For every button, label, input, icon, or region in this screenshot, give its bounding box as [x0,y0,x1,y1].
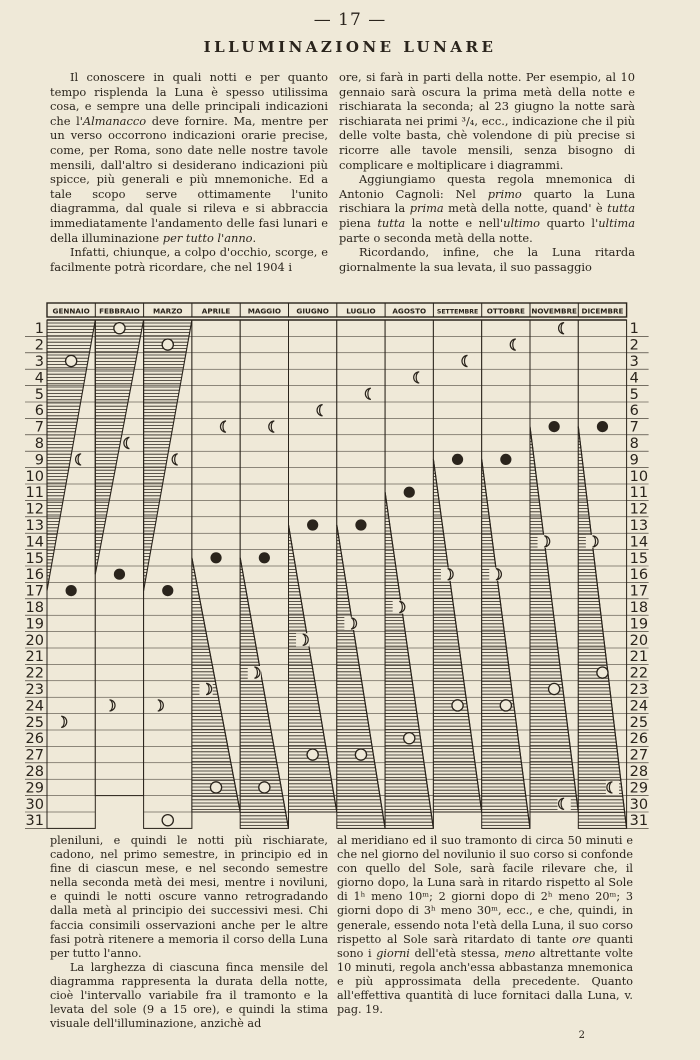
month-column-febbraio [95,320,143,796]
day-label-left: 13 [25,518,44,534]
page-number: — 17 — [313,10,387,30]
month-label-dicembre: DICEMBRE [581,306,624,316]
intro-text-right [339,70,635,274]
emphasis: primo [487,186,522,201]
day-label-left: 28 [25,764,44,780]
quarter-moon-bg [489,568,502,581]
text-run: pleniluni, e quindi le notti più rischiarate, cadono, nel primo semestre, in principio ed in fine di ciascun mese, e nel secondo semestre nella seconda metà dei mesi, mentre i noviluni, e quindi le notti oscure vanno retrogradando dalla metà al principio dei successivi mesi. Chi faccia consimili osservazioni anche per le altre fasi potrà ritenere a memoria il corso della Luna per tutto l'anno. [50,834,328,960]
quarter-moon-bg [248,666,261,679]
day-label-right: 17 [629,583,649,600]
quarter-moon-bg [219,420,232,433]
day-label-left: 14 [25,534,44,551]
emphasis: Almanacco [82,113,147,128]
day-label-left: 31 [25,813,44,830]
day-label-left: 2 [34,337,44,354]
text-run: piena [339,215,378,230]
day-label-left: 30 [25,796,44,813]
day-label-left: 18 [25,600,44,616]
quarter-moon-bg [268,420,281,433]
month-column-dicembre [578,320,626,828]
day-label-left: 27 [25,747,44,764]
emphasis: ultimo [503,215,541,230]
day-label-left: 21 [25,649,44,666]
intro-right-paragraph [339,172,635,245]
text-run: al meridiano ed il suo tramonto di circa 50 minuti e che nel giorno del novilunio il suo corso si confonde con quello del Sole, sarà facile rilevare che, il giorno dopo, la Luna sarà in ritardo rispetto al Sole di 1ʰ meno 10ᵐ; 2 giorni dopo di 2ʰ meno 20ᵐ; 3 giorni dopo di 3ʰ meno 30ᵐ, ecc., e che, quindi, in generale, essendo nota l'età della Luna, il suo corso rispetto al Sole sarà ritardato di tante [337,834,633,946]
body-left-paragraph [50,834,328,961]
emphasis: per tutto l'anno [162,230,253,245]
month-column-ottobre [482,320,530,828]
quarter-moon-bg [296,633,309,646]
text-run: La larghezza di ciascuna finca mensile del diagramma rappresenta la durata della notte, cioè l'intervallo variabile fra il tramonto e la levata del sole (9 a 15 ore), e quindi la stima visuale dell'illuminazione, anzichè ad [50,960,328,1031]
quarter-moon-bg [393,600,406,613]
month-column-gennaio [47,320,95,828]
day-label-right: 24 [629,698,649,715]
text-run: quarto l' [540,215,599,230]
month-label-febbraio: FEBBRAIO [99,306,140,316]
quarter-moon-bg [75,453,88,466]
day-label-right: 3 [629,354,639,370]
emphasis: tutta [607,201,636,216]
emphasis: meno [504,946,536,960]
day-label-left: 12 [25,501,44,518]
day-label-right: 4 [629,370,639,387]
month-column-aprile [192,320,240,812]
full-moon-icon [114,323,125,334]
day-label-left: 20 [25,632,44,649]
quarter-moon-bg [151,699,164,712]
full-moon-icon [66,355,77,366]
day-label-left: 24 [25,698,44,715]
emphasis: prima [409,201,444,216]
day-label-left: 4 [34,370,44,387]
text-run: metà della notte, quand' è [443,201,608,216]
quarter-moon-bg [344,617,357,630]
day-label-left: 16 [25,567,44,584]
page-title: ILLUMINAZIONE LUNARE [203,38,497,56]
body-text-right [337,834,633,1017]
text-run: la notte e nell' [405,215,504,230]
day-label-right: 15 [629,550,649,567]
month-label-agosto: AGOSTO [392,306,427,316]
month-column-bg [95,320,143,796]
text-run: Ricordando, infine, che la Luna ritarda giornalmente la sua levata, il suo passaggio [339,245,635,274]
month-label-luglio: LUGLIO [346,306,376,316]
day-label-right: 16 [629,567,649,584]
day-label-left: 15 [25,550,44,567]
quarter-moon-bg [199,682,212,695]
full-moon-icon [500,700,511,711]
month-column-agosto [385,320,433,828]
day-label-right: 21 [629,649,649,666]
month-label-ottobre: OTTOBRE [486,306,525,316]
full-moon-icon [549,683,560,694]
quarter-moon-bg [461,354,474,367]
day-label-left: 1 [34,321,44,338]
day-label-right: 8 [629,436,639,452]
new-moon-icon [452,454,463,465]
full-moon-icon [452,700,463,711]
intro-left-paragraph [50,70,328,245]
day-label-right: 13 [629,518,649,534]
text-run: ore, si farà in parti della notte. Per esempio, al 10 gennaio sarà oscura la prima metà della notte e rischiarata la seconda; al 23 giugno la notte sarà rischiarata nei primi ³/₄, ecc., indicazione che il più delle volte basta, chè volendone di più precise si ricorre alle tavole mensili, senza bisogno di complicare e moltiplicare i diagrammi. [339,70,635,172]
day-label-right: 31 [629,813,649,830]
footer-mark: 2 [578,1030,585,1041]
day-label-left: 11 [25,485,44,502]
new-moon-icon [500,454,511,465]
day-label-right: 22 [629,665,649,682]
day-label-left: 23 [25,682,44,698]
body-right-paragraph [337,834,633,1017]
text-run: altrettante volte 10 minuti, regola anch'essa abbastanza mnemonica e più approssimata della precedente. Quanto all'effettiva quantità di luce fornitaci dalla Luna, v. pag. 19. [337,946,633,1017]
day-label-right: 19 [629,616,649,633]
month-label-novembre: NOVEMBRE [531,306,577,316]
quarter-moon-bg [606,781,619,794]
emphasis: tutta [377,215,406,230]
day-label-right: 26 [629,731,649,748]
day-label-left: 7 [34,419,44,436]
day-label-right: 23 [629,682,649,698]
quarter-moon-bg [55,715,68,728]
quarter-moon-bg [364,387,377,400]
new-moon-icon [114,569,125,580]
day-label-right: 1 [629,321,639,338]
quarter-moon-bg [538,535,551,548]
day-label-left: 25 [25,714,44,731]
day-label-right: 10 [629,468,649,485]
emphasis: ultima [598,215,635,230]
full-moon-icon [355,749,366,760]
day-label-right: 2 [629,337,639,354]
month-column-giugno [289,320,337,812]
quarter-moon-bg [316,404,329,417]
intro-right-paragraph [339,245,635,274]
text-run: dell'età stessa, [409,946,505,960]
new-moon-icon [66,585,77,596]
intro-right-paragraph [339,70,635,172]
day-label-left: 5 [34,386,44,403]
month-column-novembre [530,320,578,812]
quarter-moon-bg [558,322,571,335]
day-label-right: 9 [629,452,639,469]
new-moon-icon [162,585,173,596]
full-moon-icon [210,782,221,793]
month-label-giugno: GIUGNO [296,306,329,316]
full-moon-icon [404,733,415,744]
month-label-aprile: APRILE [201,306,231,316]
full-moon-icon [307,749,318,760]
full-moon-icon [162,339,173,350]
quarter-moon-bg [413,371,426,384]
day-label-left: 19 [25,616,44,633]
day-label-right: 11 [629,485,649,502]
intro-text-left [50,70,328,274]
text-run: Infatti, chiunque, a colpo d'occhio, scorge, e facilmente potrà ricordare, che nel 1904 i [50,245,328,274]
day-label-left: 6 [34,403,44,420]
intro-left-paragraph [50,245,328,274]
new-moon-icon [404,487,415,498]
day-label-left: 10 [25,468,44,485]
day-label-right: 6 [629,403,639,420]
month-label-marzo: MARZO [152,306,183,316]
day-label-right: 7 [629,419,639,436]
day-label-right: 29 [629,780,649,797]
day-label-left: 17 [25,583,44,600]
text-run: . [252,230,257,245]
day-label-right: 25 [629,714,649,731]
emphasis: giorni [376,946,410,960]
new-moon-icon [307,519,318,530]
month-label-maggio: MAGGIO [247,306,282,316]
month-column-marzo [144,320,192,828]
day-label-right: 5 [629,386,639,403]
day-label-left: 9 [34,452,44,469]
full-moon-icon [597,667,608,678]
new-moon-icon [549,421,560,432]
moon-diagram [0,298,700,830]
day-label-left: 22 [25,665,44,682]
day-label-right: 27 [629,747,649,764]
quarter-moon-bg [103,699,116,712]
body-text-left [50,834,328,1031]
quarter-moon-bg [441,568,454,581]
month-column-maggio [240,320,288,828]
text-run: parte o seconda metà della notte. [339,230,533,245]
day-label-right: 28 [629,764,649,780]
new-moon-icon [210,552,221,563]
quarter-moon-bg [123,436,136,449]
quarter-moon-bg [586,535,599,548]
day-label-right: 18 [629,600,649,616]
text-run: quarto la Luna rischiara la [339,186,635,216]
month-label-settembre: SETTEMBRE [436,308,479,316]
month-label-gennaio: GENNAIO [52,306,90,316]
day-label-right: 14 [629,534,649,551]
day-label-left: 8 [34,436,44,452]
new-moon-icon [355,519,366,530]
text-run: Aggiungiamo questa regola mnemonica di Antonio Cagnoli: Nel [339,172,635,201]
body-left-paragraph [50,961,328,1031]
day-label-left: 26 [25,731,44,748]
text-run: Il conoscere in quali notti e per quanto tempo risplenda la Luna è spesso utilissima cosa, e sempre una delle principali indicazioni che l' [50,70,328,128]
month-column-settembre [433,320,481,812]
full-moon-icon [162,815,173,826]
emphasis: ore [572,932,591,946]
day-label-left: 3 [34,354,44,370]
text-run: quanti sono i [337,932,634,960]
quarter-moon-bg [171,453,184,466]
quarter-moon-bg [509,338,522,351]
full-moon-icon [259,782,270,793]
quarter-moon-bg [558,797,571,810]
day-label-right: 30 [629,796,649,813]
day-label-right: 20 [629,632,649,649]
new-moon-icon [259,552,270,563]
day-label-right: 12 [629,501,649,518]
new-moon-icon [597,421,608,432]
text-run: deve fornire. Ma, mentre per un verso occorrono indicazioni orarie precise, come, per Roma, sono date nelle nostre tavole mensili, dall'altro si desiderano indicazioni più spicce, più generali e più mnemoniche. Ed a tale scopo serve ottimamente l'unito diagramma, dal quale si rileva e si abbraccia immediatamente l'andamento delle fasi lunari e della illuminazione [50,113,328,245]
day-label-left: 29 [25,780,44,797]
